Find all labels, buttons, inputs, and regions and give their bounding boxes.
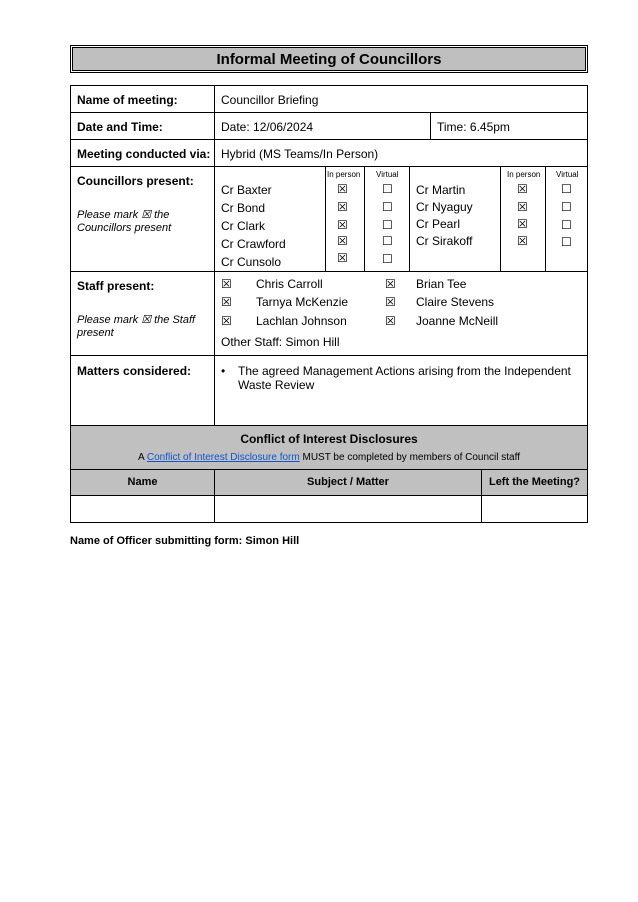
virtual-checkbox[interactable]: ☐ [561,218,572,232]
virtual-checkbox[interactable]: ☐ [382,182,393,196]
councillor-name: Cr Clark [221,219,265,233]
conducted-via-label: Meeting conducted via: [77,147,211,161]
staff-name: Chris Carroll [256,277,323,291]
staff-checkbox[interactable]: ☒ [221,277,232,291]
councillor-name: Cr Baxter [221,183,272,197]
councillor-name: Cr Crawford [221,237,286,251]
councillor-name: Cr Pearl [416,217,461,231]
conflict-title: Conflict of Interest Disclosures [240,432,418,446]
meeting-name-label: Name of meeting: [77,93,178,107]
col-in-person-left: In person [327,170,361,179]
conflict-left-meeting-cell[interactable] [483,497,586,521]
other-staff: Other Staff: Simon Hill [221,335,340,349]
staff-label: Staff present: [77,279,155,293]
councillors-label: Councillors present: [77,174,194,188]
conflict-name-cell[interactable] [72,497,213,521]
date-time-label: Date and Time: [77,120,163,134]
staff-checkbox[interactable]: ☒ [221,295,232,309]
date-value: Date: 12/06/2024 [221,120,314,134]
page-title: Informal Meeting of Councillors [216,51,442,68]
virtual-checkbox[interactable]: ☐ [382,200,393,214]
in-person-checkbox[interactable]: ☒ [337,251,348,265]
in-person-checkbox[interactable]: ☒ [337,234,348,248]
staff-checkbox[interactable]: ☒ [385,295,396,309]
meeting-name-value: Councillor Briefing [221,93,319,107]
conducted-via-value: Hybrid (MS Teams/In Person) [221,147,379,161]
in-person-checkbox[interactable]: ☒ [517,217,528,231]
virtual-checkbox[interactable]: ☐ [382,252,393,266]
staff-checkbox[interactable]: ☒ [221,314,232,328]
col-subject-header: Subject / Matter [307,476,389,488]
in-person-checkbox[interactable]: ☒ [517,182,528,196]
virtual-checkbox[interactable]: ☐ [561,182,572,196]
conflict-form-link[interactable]: Conflict of Interest Disclosure form [146,452,300,463]
councillor-name: Cr Martin [416,183,466,197]
virtual-checkbox[interactable]: ☐ [382,218,393,232]
staff-name: Lachlan Johnson [256,314,347,328]
councillor-name: Cr Bond [221,201,266,215]
conflict-instruction: A Conflict of Interest Disclosure form MUST be completed by members of Council staff [137,452,520,463]
time-value: Time: 6.45pm [437,120,510,134]
col-in-person-right: In person [507,170,541,179]
conflict-subject-cell[interactable] [216,497,480,521]
matters-item: The agreed Management Actions arising from the Independent Waste Review [238,364,571,392]
staff-name: Brian Tee [416,277,467,291]
in-person-checkbox[interactable]: ☒ [517,234,528,248]
virtual-checkbox[interactable]: ☐ [382,234,393,248]
staff-note: Please mark ☒ the Staff present [77,314,196,339]
col-name-header: Name [127,476,158,488]
virtual-checkbox[interactable]: ☐ [561,235,572,249]
staff-name: Claire Stevens [416,295,495,309]
virtual-checkbox[interactable]: ☐ [561,200,572,214]
col-left-meeting-header: Left the Meeting? [488,476,581,488]
staff-name: Joanne McNeill [416,314,499,328]
staff-name: Tarnya McKenzie [256,295,349,309]
councillors-note: Please mark ☒ the Councillors present [77,209,172,234]
bullet-icon: • [221,364,226,378]
matters-label: Matters considered: [77,364,192,378]
staff-checkbox[interactable]: ☒ [385,314,396,328]
in-person-checkbox[interactable]: ☒ [337,200,348,214]
in-person-checkbox[interactable]: ☒ [337,218,348,232]
staff-checkbox[interactable]: ☒ [385,277,396,291]
col-virtual-right: Virtual [556,170,579,179]
in-person-checkbox[interactable]: ☒ [517,200,528,214]
in-person-checkbox[interactable]: ☒ [337,182,348,196]
col-virtual-left: Virtual [376,170,399,179]
councillor-name: Cr Sirakoff [416,234,473,248]
submitting-officer: Name of Officer submitting form: Simon Hill [70,535,300,547]
councillor-name: Cr Cunsolo [221,255,282,269]
councillor-name: Cr Nyaguy [416,200,473,214]
